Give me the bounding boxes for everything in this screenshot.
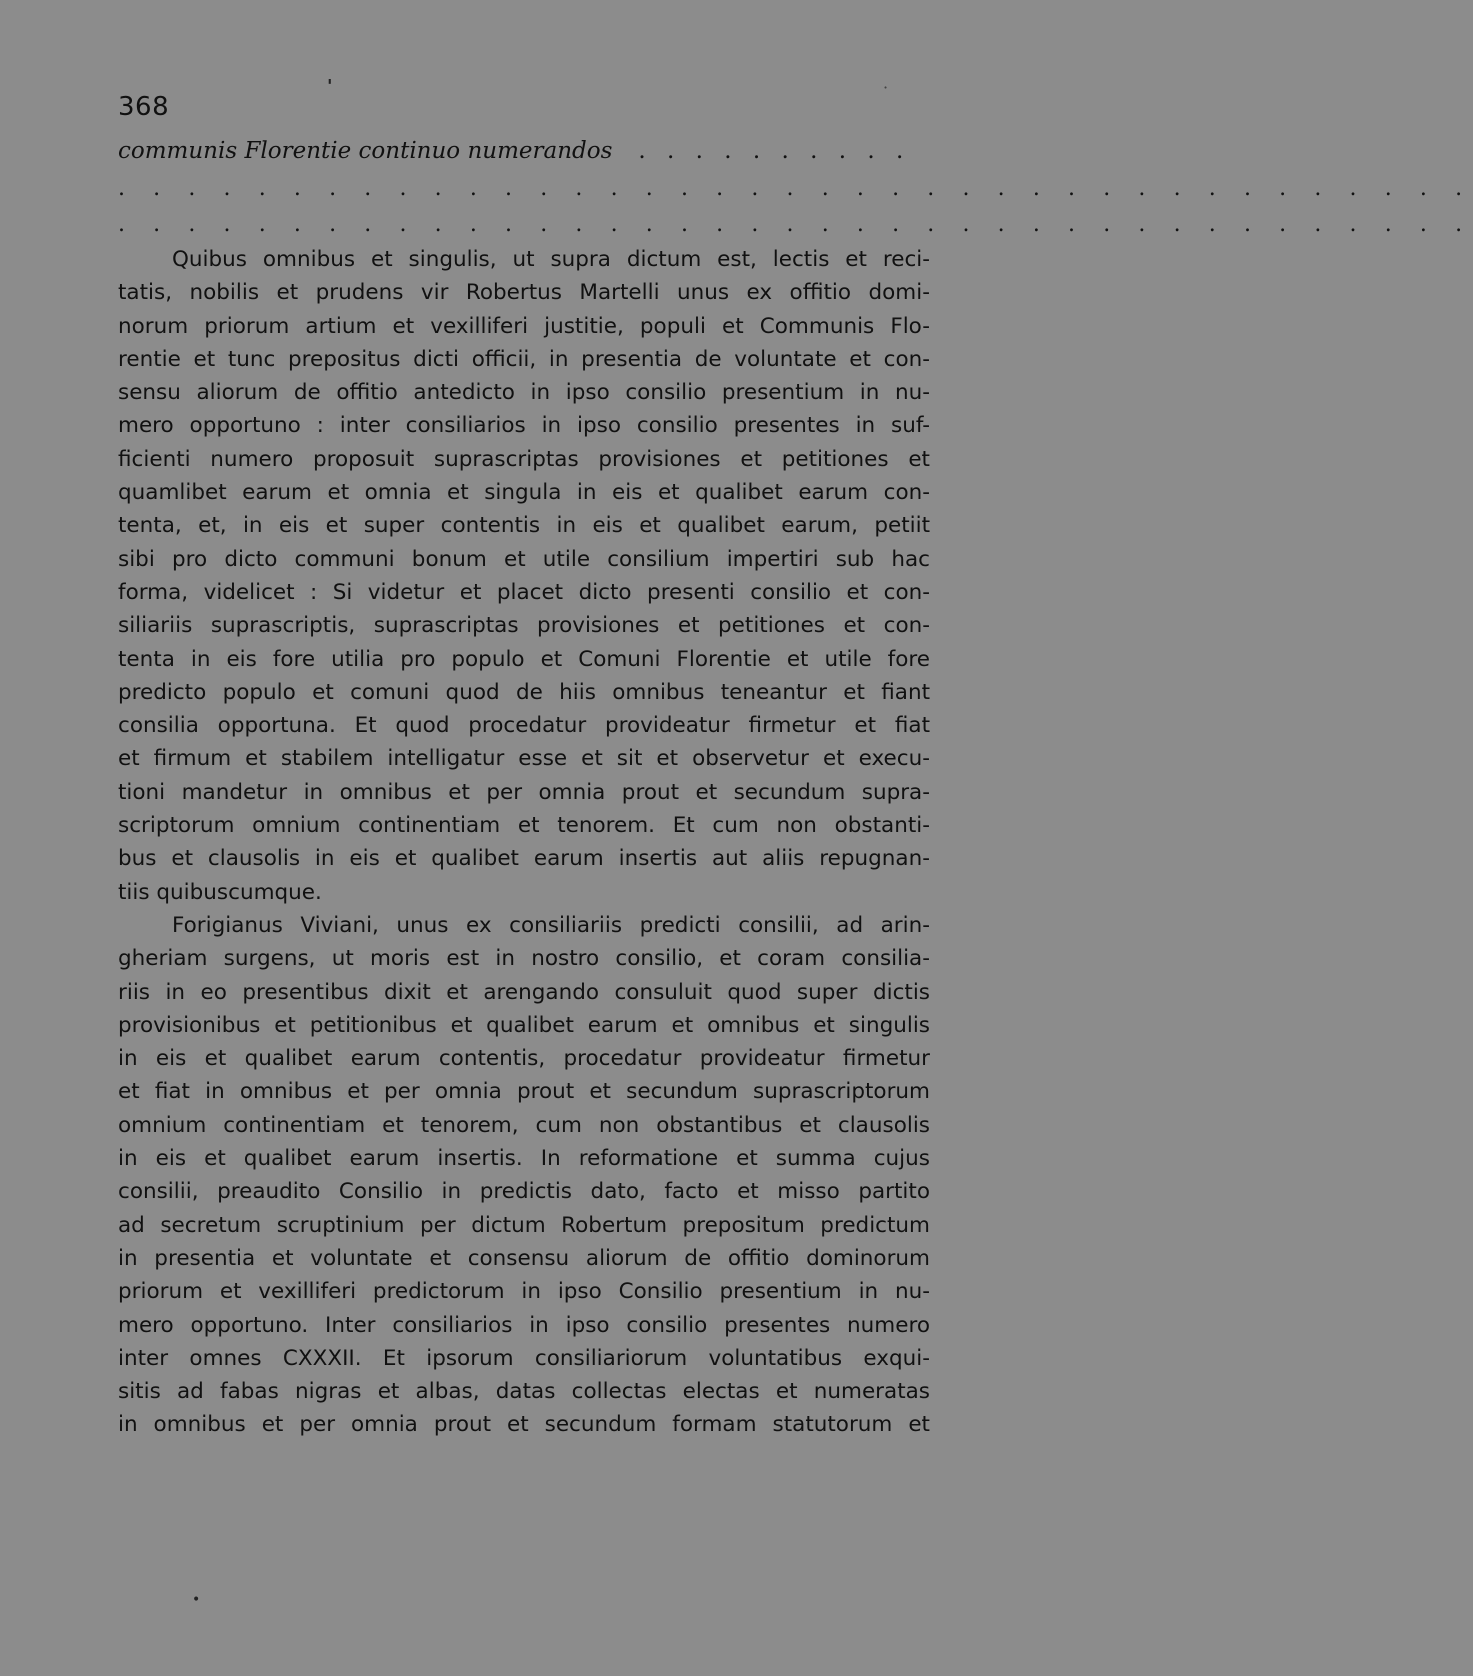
body-text — [118, 243, 930, 1442]
heading-dots: . . . . . . . . . . — [638, 138, 911, 164]
text-line: in eis et qualibet earum insertis. In reformatione et summa cujus — [118, 1146, 930, 1172]
text-line: mero opportuno : inter consiliarios in ipso consilio presentes in suf- — [118, 413, 930, 439]
text-line: consilia opportuna. Et quod procedatur provideatur firmetur et fiat — [118, 713, 930, 739]
text-line: mero opportuno. Inter consiliarios in ipso consilio presentes numero — [118, 1312, 930, 1338]
heading-text: communis Florentie continuo numerandos — [118, 138, 613, 164]
text-line: ad secretum scruptinium per dictum Robertum prepositum predictum — [118, 1212, 930, 1238]
text-line: sibi pro dicto communi bonum et utile consilium impertiri sub hac — [118, 546, 930, 572]
paragraph — [118, 243, 930, 909]
heading-line — [118, 138, 930, 164]
ink-speck: ' — [327, 76, 333, 97]
text-line: Quibus omnibus et singulis, ut supra dictum est, lectis et reci- — [172, 247, 930, 272]
text-line: provisionibus et petitionibus et qualibet earum et omnibus et singulis — [118, 1012, 930, 1038]
text-line: tioni mandetur in omnibus et per omnia prout et secundum supra- — [118, 779, 930, 805]
text-line: in presentia et voluntate et consensu aliorum de offitio dominorum — [118, 1245, 930, 1271]
paragraph — [118, 909, 930, 1442]
ink-speck: • — [192, 1592, 201, 1608]
text-line: in omnibus et per omnia prout et secundum formam statutorum et — [118, 1412, 930, 1438]
page-number: 368 — [118, 92, 170, 122]
text-line: siliariis suprascriptis, suprascriptas provisiones et petitiones et con- — [118, 613, 930, 639]
text-line: gheriam surgens, ut moris est in nostro consilio, et coram consilia- — [118, 946, 930, 972]
text-line: predicto populo et comuni quod de hiis omnibus teneantur et fiant — [118, 679, 930, 705]
elision-dot-row: . . . . . . . . . . . . . . . . . . . . . . . . . . . . . . . . . . . . . . . — [118, 176, 1473, 201]
text-line: rentie et tunc prepositus dicti officii, in presentia de voluntate et con- — [118, 346, 930, 372]
text-line: priorum et vexilliferi predictorum in ipso Consilio presentium in nu- — [118, 1279, 930, 1305]
text-line: et fiat in omnibus et per omnia prout et secundum suprascriptorum — [118, 1079, 930, 1105]
text-line: Forigianus Viviani, unus ex consiliariis predicti consilii, ad arin- — [172, 912, 930, 938]
text-line: consilii, preaudito Consilio in predictis dato, facto et misso partito — [118, 1179, 930, 1205]
text-line: in eis et qualibet earum contentis, procedatur provideatur firmetur — [118, 1046, 930, 1072]
text-line: scriptorum omnium continentiam et tenorem. Et cum non obstanti- — [118, 813, 930, 839]
elision-dot-row: . . . . . . . . . . . . . . . . . . . . . . . . . . . . . . . . . . . . . . . — [118, 212, 1473, 237]
text-line: inter omnes CXXXII. Et ipsorum consiliariorum voluntatibus exqui- — [118, 1345, 930, 1371]
text-line: tatis, nobilis et prudens vir Robertus Martelli unus ex offitio domi- — [118, 280, 930, 306]
text-line: ficienti numero proposuit suprascriptas provisiones et petitiones et — [118, 446, 930, 472]
text-line: et firmum et stabilem intelligatur esse et sit et observetur et execu- — [118, 746, 930, 772]
text-line: tenta in eis fore utilia pro populo et Comuni Florentie et utile fore — [118, 646, 930, 672]
text-line: sensu aliorum de offitio antedicto in ipso consilio presentium in nu- — [118, 380, 930, 406]
text-line: tiis quibuscumque. — [118, 879, 322, 905]
text-line: omnium continentiam et tenorem, cum non obstantibus et clausolis — [118, 1112, 930, 1138]
ink-speck: · — [883, 78, 889, 97]
text-line: riis in eo presentibus dixit et arengando consuluit quod super dictis — [118, 979, 930, 1005]
text-line: bus et clausolis in eis et qualibet earum insertis aut aliis repugnan- — [118, 846, 930, 872]
text-line: norum priorum artium et vexilliferi justitie, populi et Communis Flo- — [118, 313, 930, 339]
text-line: sitis ad fabas nigras et albas, datas collectas electas et numeratas — [118, 1379, 930, 1405]
text-line: quamlibet earum et omnia et singula in eis et qualibet earum con- — [118, 480, 930, 506]
text-line: tenta, et, in eis et super contentis in eis et qualibet earum, petiit — [118, 513, 930, 539]
text-line: forma, videlicet : Si videtur et placet dicto presenti consilio et con- — [118, 579, 930, 605]
